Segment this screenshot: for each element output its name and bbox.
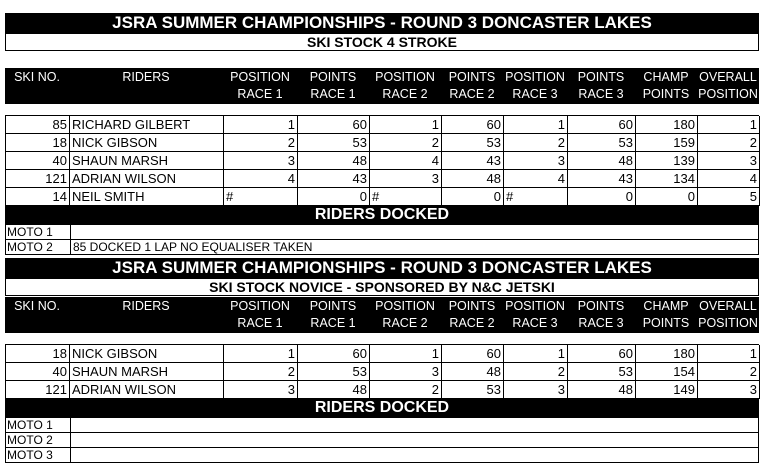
points-race-2-cell: 60: [442, 345, 504, 363]
position-race-3-cell: 4: [504, 170, 568, 188]
rider-name-cell: RICHARD GILBERT: [70, 116, 224, 134]
header-position-race-1: POSITION RACE 1: [230, 70, 290, 101]
header-points-race-1: POINTS RACE 1: [309, 299, 357, 330]
points-race-2-cell: 53: [442, 134, 504, 152]
header-points-race-3: POINTS RACE 3: [577, 299, 625, 330]
header-position-race-1: POSITION RACE 1: [230, 299, 290, 330]
section-2-header-row: [5, 297, 759, 333]
position-race-1-cell: 2: [224, 363, 298, 381]
moto-label: MOTO 1: [7, 418, 53, 432]
header-position-race-3: POSITION RACE 3: [505, 70, 565, 101]
position-race-2-cell: #: [370, 188, 442, 206]
champ-points-cell: 180: [636, 116, 698, 134]
header-ski-no: SKI NO.: [14, 299, 60, 313]
position-race-1-cell: 3: [224, 381, 298, 399]
position-race-2-cell: 3: [370, 363, 442, 381]
moto-divider: [70, 225, 71, 239]
section-2-moto-row: [5, 433, 759, 448]
header-points-race-3: POINTS RACE 3: [577, 70, 625, 101]
header-position-race-2: POSITION RACE 2: [375, 299, 435, 330]
position-race-3-cell: 1: [504, 345, 568, 363]
position-race-2-cell: 1: [370, 345, 442, 363]
points-race-2-cell: 0: [442, 188, 504, 206]
moto-note: 85 DOCKED 1 LAP NO EQUALISER TAKEN: [73, 240, 313, 254]
rider-name-cell: NICK GIBSON: [70, 345, 224, 363]
section-2-moto-row: [5, 448, 759, 463]
table-row: [6, 345, 760, 363]
section-2-riders-docked-title: RIDERS DOCKED: [5, 398, 759, 418]
position-race-2-cell: 1: [370, 116, 442, 134]
table-row: [6, 116, 760, 134]
position-race-1-cell: #: [224, 188, 298, 206]
overall-position-cell: 3: [698, 381, 760, 399]
table-row: [6, 134, 760, 152]
ski-no-cell: 121: [6, 170, 70, 188]
moto-label: MOTO 1: [7, 225, 53, 239]
position-race-1-cell: 4: [224, 170, 298, 188]
overall-position-cell: 1: [698, 116, 760, 134]
points-race-2-cell: 48: [442, 363, 504, 381]
header-riders: RIDERS: [122, 299, 170, 313]
points-race-1-cell: 60: [298, 116, 370, 134]
header-points-race-2: POINTS RACE 2: [448, 299, 496, 330]
overall-position-cell: 2: [698, 363, 760, 381]
section-1-moto-row: [5, 225, 759, 240]
points-race-1-cell: 43: [298, 170, 370, 188]
points-race-2-cell: 60: [442, 116, 504, 134]
position-race-2-cell: 4: [370, 152, 442, 170]
position-race-2-cell: 2: [370, 381, 442, 399]
position-race-3-cell: 3: [504, 381, 568, 399]
position-race-3-cell: 2: [504, 363, 568, 381]
table-row: [6, 363, 760, 381]
section-2-results-table: [5, 344, 759, 398]
table-row: [6, 170, 760, 188]
points-race-3-cell: 60: [568, 345, 636, 363]
section-2-title: JSRA SUMMER CHAMPIONSHIPS - ROUND 3 DONCASTER LAKES: [5, 258, 759, 278]
position-race-2-cell: 3: [370, 170, 442, 188]
section-1-header-row: [5, 68, 759, 104]
champ-points-cell: 180: [636, 345, 698, 363]
overall-position-cell: 2: [698, 134, 760, 152]
table-row: [6, 188, 760, 206]
moto-label: MOTO 2: [7, 240, 53, 254]
header-riders: RIDERS: [122, 70, 170, 84]
section-1-results-table: [5, 115, 759, 205]
champ-points-cell: 0: [636, 188, 698, 206]
position-race-3-cell: 3: [504, 152, 568, 170]
champ-points-cell: 134: [636, 170, 698, 188]
section-1-riders-docked-title: RIDERS DOCKED: [5, 205, 759, 225]
position-race-1-cell: 1: [224, 345, 298, 363]
ski-no-cell: 121: [6, 381, 70, 399]
position-race-1-cell: 1: [224, 116, 298, 134]
points-race-3-cell: 48: [568, 152, 636, 170]
ski-no-cell: 14: [6, 188, 70, 206]
rider-name-cell: NEIL SMITH: [70, 188, 224, 206]
ski-no-cell: 18: [6, 134, 70, 152]
ski-no-cell: 18: [6, 345, 70, 363]
moto-divider: [70, 240, 71, 254]
champ-points-cell: 154: [636, 363, 698, 381]
points-race-3-cell: 53: [568, 363, 636, 381]
position-race-3-cell: 1: [504, 116, 568, 134]
section-2-moto-row: [5, 418, 759, 433]
rider-name-cell: ADRIAN WILSON: [70, 170, 224, 188]
moto-divider: [70, 433, 71, 447]
header-ski-no: SKI NO.: [14, 70, 60, 84]
header-champ-points: CHAMP POINTS: [642, 299, 690, 330]
position-race-2-cell: 2: [370, 134, 442, 152]
points-race-1-cell: 0: [298, 188, 370, 206]
rider-name-cell: SHAUN MARSH: [70, 363, 224, 381]
points-race-1-cell: 53: [298, 134, 370, 152]
header-points-race-1: POINTS RACE 1: [309, 70, 357, 101]
section-1-moto-row: [5, 240, 759, 255]
points-race-2-cell: 53: [442, 381, 504, 399]
points-race-3-cell: 43: [568, 170, 636, 188]
table-row: [6, 381, 760, 399]
position-race-1-cell: 2: [224, 134, 298, 152]
header-champ-points: CHAMP POINTS: [642, 70, 690, 101]
points-race-1-cell: 60: [298, 345, 370, 363]
champ-points-cell: 159: [636, 134, 698, 152]
points-race-2-cell: 43: [442, 152, 504, 170]
moto-label: MOTO 2: [7, 433, 53, 447]
points-race-3-cell: 0: [568, 188, 636, 206]
points-race-1-cell: 53: [298, 363, 370, 381]
header-position-race-3: POSITION RACE 3: [505, 299, 565, 330]
moto-divider: [70, 448, 71, 462]
points-race-3-cell: 53: [568, 134, 636, 152]
position-race-3-cell: #: [504, 188, 568, 206]
ski-no-cell: 40: [6, 363, 70, 381]
header-points-race-2: POINTS RACE 2: [448, 70, 496, 101]
rider-name-cell: NICK GIBSON: [70, 134, 224, 152]
header-overall-position: OVERALL POSITION: [698, 299, 758, 330]
overall-position-cell: 5: [698, 188, 760, 206]
section-1-class-name: SKI STOCK 4 STROKE: [5, 33, 759, 51]
moto-divider: [70, 418, 71, 432]
champ-points-cell: 149: [636, 381, 698, 399]
header-position-race-2: POSITION RACE 2: [375, 70, 435, 101]
moto-label: MOTO 3: [7, 448, 53, 462]
points-race-2-cell: 48: [442, 170, 504, 188]
overall-position-cell: 1: [698, 345, 760, 363]
points-race-1-cell: 48: [298, 381, 370, 399]
points-race-3-cell: 60: [568, 116, 636, 134]
overall-position-cell: 4: [698, 170, 760, 188]
position-race-3-cell: 2: [504, 134, 568, 152]
points-race-3-cell: 48: [568, 381, 636, 399]
position-race-1-cell: 3: [224, 152, 298, 170]
ski-no-cell: 85: [6, 116, 70, 134]
rider-name-cell: ADRIAN WILSON: [70, 381, 224, 399]
points-race-1-cell: 48: [298, 152, 370, 170]
table-row: [6, 152, 760, 170]
rider-name-cell: SHAUN MARSH: [70, 152, 224, 170]
champ-points-cell: 139: [636, 152, 698, 170]
overall-position-cell: 3: [698, 152, 760, 170]
section-2-class-name: SKI STOCK NOVICE - SPONSORED BY N&C JETSKI: [5, 278, 759, 296]
header-overall-position: OVERALL POSITION: [698, 70, 758, 101]
section-1-title: JSRA SUMMER CHAMPIONSHIPS - ROUND 3 DONCASTER LAKES: [5, 13, 759, 33]
ski-no-cell: 40: [6, 152, 70, 170]
